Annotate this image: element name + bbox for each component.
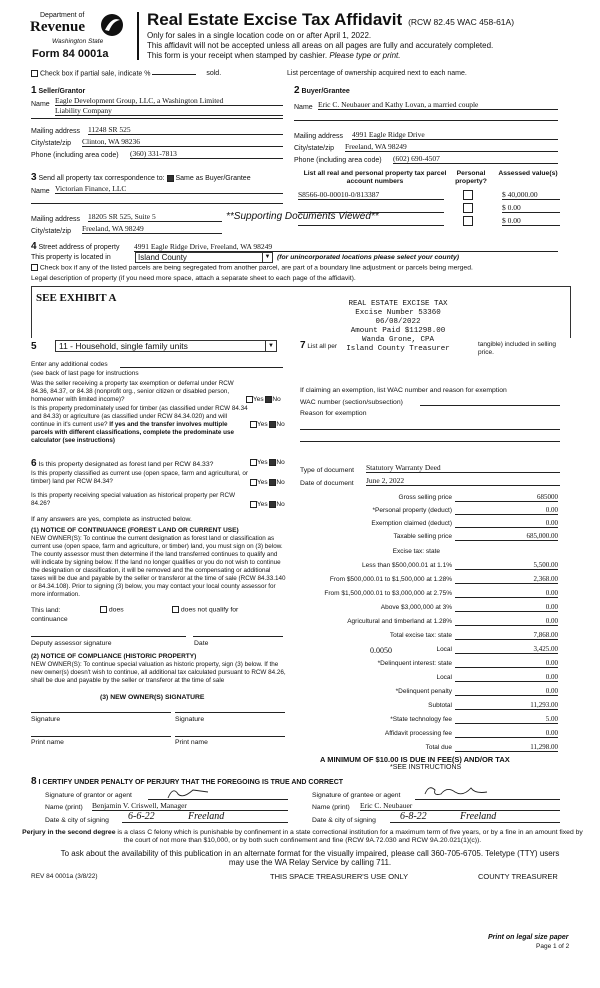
buyer-city[interactable]: Freeland, WA 98249 [345,142,558,152]
tax-row: Agricultural and timberland at 1.28% 0.00 [347,617,558,625]
grantor-date: 6-6-22 [128,811,155,822]
grantee-date-label: Date & city of signing [312,817,376,824]
notice-2-heading: (2) NOTICE OF COMPLIANCE (HISTORIC PROPERTY) [31,653,197,660]
notice-2-text: NEW OWNER(S): To continue special valuation as historic property, sign (3) below. If the new owner(s) doesn't wish to continue, all additional tax calculated pursuant to RCW 84.26, shall be due and payable by the seller or transferor at the time of sale [31,661,286,684]
doc-date[interactable]: June 2, 2022 [366,476,560,486]
grantee-city: Freeland [460,811,497,822]
section-7-continuation: tangible) included in selling price. [478,341,557,356]
seller-blank-line [31,118,283,119]
tax-value[interactable]: 0.00 [455,729,558,738]
stamp-line-6: Island County Treasurer [346,345,450,353]
same-as-buyer-checkbox[interactable] [167,175,174,182]
header-receipt: This form is your receipt when stamped by cashier. [147,51,328,60]
tax-value[interactable]: 685000 [455,493,558,502]
buyer-heading: 2 Buyer/Grantee [294,85,350,96]
enter-codes-label: Enter any additional codes [31,361,108,368]
tax-value[interactable]: 3,425.00 [455,645,558,654]
personal-property-header: Personal property? [455,170,487,185]
timber-agriculture-answer: Yes No [250,421,285,428]
grantee-signature[interactable] [415,782,560,800]
stamp-line-5: Wanda Grone, CPA [361,336,434,344]
does-option: does [100,606,124,613]
parcel-row [298,203,560,215]
print-name-label-2: Print name [175,739,208,746]
treasurer-space: THIS SPACE TREASURER'S USE ONLY [270,872,409,881]
exemption-reason-input[interactable] [300,422,560,430]
grantor-signature[interactable] [148,784,288,800]
tax-row: Total due 11,298.00 [425,743,558,751]
seller-mail-label: Mailing address [31,128,81,135]
tax-value[interactable]: 0.00 [455,617,558,626]
seller-phone-label: Phone (including area code) [31,152,119,159]
chevron-down-icon: ▼ [265,341,276,351]
corr-name[interactable]: Victorian Finance, LLC [55,184,283,194]
tax-row: Less than $500,000.01 at 1.1% 5,500.00 [362,561,558,569]
local-rate: 0.0050 [370,646,392,655]
does-not-option: does not qualify for [172,606,238,613]
tax-row: Subtotal 11,293.00 [428,701,558,709]
parcel-number[interactable] [298,216,444,226]
seller-phone[interactable]: (360) 331-7813 [130,149,283,159]
corr-mail[interactable]: 18205 SR 525, Suite 5 [88,212,222,222]
partial-sale-label: Check box if partial sale, indicate % [39,70,151,78]
parcel-header: List all real and personal property tax parcel account numbers [303,170,447,185]
parcel-assessed-value[interactable]: $ 0.00 [502,203,560,213]
stamp-line-4: Amount Paid $11298.00 [350,327,446,335]
tax-row: Above $3,000,000 at 3% 0.00 [380,603,558,611]
parcel-assessed-value[interactable]: $ 0.00 [502,216,560,226]
excise-stamp [318,300,478,354]
tax-value[interactable]: 0.00 [455,519,558,528]
corr-city-label: City/state/zip [31,228,72,235]
assessed-value-header: Assessed value(s) [498,170,558,177]
deputy-date-label: Date [194,640,209,647]
if-any-yes-note: If any answers are yes, complete as instructed below. [31,516,192,523]
yes-checkbox[interactable] [250,479,257,486]
new-owner-signature-2[interactable] [175,705,285,713]
buyer-phone[interactable]: (602) 690-4507 [393,154,558,164]
seller-mail[interactable]: 11248 SR 525 [88,125,283,135]
notice-3-heading: (3) NEW OWNER(S) SIGNATURE [100,694,205,701]
tax-value[interactable]: 7,868.00 [455,631,558,640]
dor-logo [30,10,130,58]
print-name-line-1[interactable] [31,729,171,737]
header-type-print: Please type or print. [329,51,401,60]
revision-number: REV 84 0001a (3/8/22) [31,873,98,880]
county-value: Island County [138,253,187,262]
county-select[interactable] [135,252,273,263]
exemption-reason-label: Reason for exemption [300,410,367,417]
yes-checkbox[interactable] [250,421,257,428]
current-use-answer: Yes No [250,479,285,486]
exemption-deferral-answer: Yes No [246,396,281,403]
corr-name-label: Name [31,188,50,195]
parcel-row [298,216,560,228]
tax-row: From $500,000.01 to $1,500,000 at 1.28% 2,368.00 [329,575,558,583]
logo-dept: Department of [40,12,85,19]
partial-sale-percent[interactable] [152,74,196,75]
forest-land-answer: Yes No [250,459,285,466]
continuance-label: continuance [31,616,68,623]
grantee-name-label: Name (print) [312,804,350,811]
does-checkbox[interactable] [100,606,107,613]
yes-checkbox[interactable] [246,396,253,403]
doc-type-label: Type of document [300,467,355,474]
exhibit-text: SEE EXHIBIT A [36,292,117,304]
partial-sale-checkbox[interactable] [31,70,38,77]
seller-name-line-2[interactable]: Liability Company [55,106,283,116]
logo-revenue: Revenue [30,19,85,35]
parcel-personal-checkbox[interactable] [463,203,473,213]
current-use-question: Is this property classified as current use (open space, farm and agricultural, or timber) land per RCW 84.34? [31,470,248,485]
parcel-personal-checkbox[interactable] [463,190,473,200]
form-title [147,10,514,30]
wac-number-input[interactable] [420,398,560,406]
parcel-number[interactable] [298,203,444,213]
grantee-name[interactable]: Eric C. Neubauer [360,801,560,811]
does-not-checkbox[interactable] [172,606,179,613]
tax-value[interactable]: 0.00 [455,687,558,696]
tax-row: Total excise tax: state 7,868.00 [389,631,558,639]
tax-value[interactable]: 0.00 [455,506,558,515]
partial-sale-row [31,70,221,77]
certify-heading: 8 I CERTIFY UNDER PENALTY OF PERJURY THAT THE FOREGOING IS TRUE AND CORRECT [31,776,344,787]
grantee-date-city[interactable] [390,811,560,823]
grantor-signature-mark [148,784,288,800]
tax-value[interactable]: 5,500.00 [455,561,558,570]
logo-state: Washington State [52,38,104,45]
same-as-buyer-label: Same as Buyer/Grantee [175,175,251,182]
print-name-line-2[interactable] [175,729,285,737]
minimum-fee-note: A MINIMUM OF $10.00 IS DUE IN FEE(S) AND/OR TAX [320,755,510,764]
deputy-signature-line[interactable] [31,629,186,637]
unincorporated-note: (for unincorporated locations please select your county) [277,254,460,261]
exemption-label: If claiming an exemption, list WAC number and reason for exemption [300,387,507,394]
notice-1-text: NEW OWNER(S): To continue the current designation as forest land or classification as current use (open space, farm and agriculture, or timber) land, you must sign on (3) below. The county assessor must then determine if the land transferred continues to qualify and will indicate by signing below. If the land no longer qualifies or you do not wish to continue the designation or classification, it will be removed and the compensating or additional taxes will be due and payable by the seller or transferor at the time of sale (RCW 84.33.140 or 84.34.108). Prior to signing (3) below, you may contact your local county assessor for more information. [31,535,286,598]
county-treasurer: COUNTY TREASURER [478,872,558,881]
land-use-value: 11 - Household, single family units [59,341,188,351]
stamp-line-1: REAL ESTATE EXCISE TAX [348,300,448,308]
deputy-date-line[interactable] [193,629,283,637]
grantor-name[interactable]: Benjamin V. Criswell, Manager [92,801,288,811]
street-row: 4 Street address of property [31,241,120,252]
buyer-city-label: City/state/zip [294,145,335,152]
historic-answer: Yes No [250,501,285,508]
yes-checkbox[interactable] [250,459,257,466]
tax-value[interactable]: 11,298.00 [455,743,558,752]
seller-name-line-1[interactable]: Eagle Development Group, LLC, a Washington Limited [55,96,283,106]
correspondence-heading: 3 Send all property tax correspondence to: Same as Buyer/Grantee [31,172,251,183]
header-line-3 [147,51,400,60]
this-land-label: This land: [31,607,61,614]
legal-label: Legal description of property (if you need more space, attach a separate sheet to each page of the affidavit). [31,275,356,282]
grantee-date: 6-8-22 [400,811,427,822]
partial-sale-sold: sold. [206,70,222,78]
notice-1-heading: (1) NOTICE OF CONTINUANCE (FOREST LAND OR CURRENT USE) [31,527,239,534]
alternate-format-text: To ask about the availability of this publication in an alternate format for the visually impaired, please call 360-705-6705. Teletype (TTY) users may use the WA Relay Service by calling 711. [60,849,560,867]
buyer-name[interactable]: Eric C. Neubauer and Kathy Lovan, a married couple [318,100,558,110]
tax-row: *Personal property (deduct) 0.00 [372,506,558,514]
tax-value[interactable]: 0.00 [455,603,558,612]
tax-row: *Delinquent interest: state 0.00 [377,659,558,667]
forest-land-question: 6 Is this property designated as forest land per RCW 84.33? [31,458,214,469]
timber-agriculture-question: Is this property predominately used for timber (as classified under RCW 84.34 and 84.33) or agriculture (as classified under RCW 84.34.020) and will continue in it's current use? If yes and the transfer involves multiple parcels with different classifications, complete the predominate use calculator (see instructions) [31,405,248,444]
corr-city[interactable]: Freeland, WA 98249 [82,224,222,234]
stamp-line-3: 06/08/2022 [375,318,421,326]
logo-swoosh-icon [100,12,124,38]
tax-value[interactable]: 2,368.00 [455,575,558,584]
form-number: Form 84 0001a [32,48,109,60]
tax-row: Affidavit processing fee 0.00 [384,729,558,737]
chevron-down-icon: ▼ [262,253,272,262]
located-label: This property is located in [31,254,111,261]
signature-label-2: Signature [175,716,205,723]
seller-city[interactable]: Clinton, WA 98236 [82,137,283,147]
tax-row: Exemption claimed (deduct) 0.00 [371,519,558,527]
tax-value[interactable]: 0.00 [455,659,558,668]
buyer-mail-label: Mailing address [294,133,344,140]
exemption-reason-input-2[interactable] [300,434,560,442]
parcel-row [298,190,560,202]
segregation-checkbox[interactable] [31,264,38,271]
tax-row: *Delinquent penalty 0.00 [395,687,558,695]
header-divider [137,12,139,60]
grantee-signature-mark [415,782,560,800]
buyer-name-label: Name [294,104,313,111]
header-line-1: Only for sales in a single location code on or after April 1, 2022. [147,31,372,40]
see-instructions: *SEE INSTRUCTIONS [390,764,462,771]
parcel-assessed-value[interactable]: $ 40,000.00 [502,190,560,200]
yes-checkbox[interactable] [250,501,257,508]
wac-number-label: WAC number (section/subsection) [300,399,403,406]
buyer-blank-line [294,120,558,121]
page-number: Page 1 of 2 [536,943,570,950]
tax-row: 0.0050 Local 3,425.00 [370,645,558,655]
tax-row: Taxable selling price 685,000.00 [393,532,558,540]
header-line-2: This affidavit will not be accepted unless all areas on all pages are fully and accurately completed. [147,41,494,50]
tax-value[interactable]: 5.00 [455,715,558,724]
buyer-phone-label: Phone (including area code) [294,157,382,164]
tax-row: *State technology fee 5.00 [390,715,558,723]
doc-type[interactable]: Statutory Warranty Deed [366,463,560,473]
new-owner-signature-1[interactable] [31,705,171,713]
tax-row: Gross selling price 685000 [398,493,558,501]
see-back-note: (see back of last page for instructions [31,370,139,377]
deputy-signature-label: Deputy assessor signature [31,640,112,647]
stamp-line-2: Excise Number 53360 [355,309,441,317]
grantor-name-label: Name (print) [45,804,83,811]
seller-name-label: Name [31,101,50,108]
grantor-date-label: Date & city of signing [45,817,109,824]
grantee-signature-label: Signature of grantee or agent [312,792,401,799]
tax-value[interactable]: 685,000.00 [455,532,558,541]
title-rcw: (RCW 82.45 WAC 458-61A) [408,17,515,27]
tax-value[interactable]: 0.00 [455,673,558,682]
list-percentage-note: List percentage of ownership acquired next to each name. [287,70,467,77]
print-name-label-1: Print name [31,739,64,746]
buyer-mail[interactable]: 4991 Eagle Ridge Drive [352,130,558,140]
signature-label-1: Signature [31,716,61,723]
perjury-text: Perjury in the second degree is a class C felony which is punishable by confinement in a state correctional institution for a maximum term of five years, or by a fine in an amount fixed by the court of not more than $10,000, or by both such confinement and fine (RCW 9A.72.030 and RCW 9A.20.021(1)(c)). [22,829,583,844]
grantor-signature-label: Signature of grantor or agent [45,792,132,799]
tax-value[interactable]: 11,293.00 [455,701,558,710]
grantor-date-city[interactable] [122,811,288,823]
additional-codes-input[interactable] [120,360,283,368]
parcel-number[interactable]: S8566-00-00010-0/813387 [298,190,444,200]
corr-blank-line [31,203,283,204]
title-text: Real Estate Excise Tax Affidavit [147,10,403,29]
corr-mail-label: Mailing address [31,216,81,223]
print-legal-note: Print on legal size paper [488,934,569,941]
street-address[interactable]: 4991 Eagle Ridge Drive, Freeland, WA 98249 [134,242,558,252]
tax-row: Local 0.00 [436,673,558,681]
tax-row: From $1,500,000.01 to $3,000,000 at 2.75% 0.00 [324,589,558,597]
grantor-city: Freeland [188,811,225,822]
section-7: 7 List all per [300,340,337,351]
exemption-deferral-question: Was the seller receiving a property tax exemption or deferral under RCW 84.36, 84.37, or 84.38 (nonprofit org., senior citizen or disabled person, homeowner with limited income)? [31,380,234,403]
segregation-row: Check box if any of the listed parcels are being segregated from another parcel, are part of a boundary line adjustment or parcels being merged. [31,264,473,271]
doc-date-label: Date of document [300,480,354,487]
land-use-select[interactable] [55,340,277,352]
seller-city-label: City/state/zip [31,140,72,147]
section-5-number: 5 [31,341,37,352]
historic-question: Is this property receiving special valuation as historical property per RCW 84.26? [31,492,236,507]
tax-value[interactable]: 0.00 [455,589,558,598]
tax-row: Excise tax: state [392,548,440,555]
supporting-docs-stamp: **Supporting Documents Viewed** [226,211,379,222]
parcel-personal-checkbox[interactable] [463,216,473,226]
seller-heading: 1 Seller/Grantor [31,85,86,96]
